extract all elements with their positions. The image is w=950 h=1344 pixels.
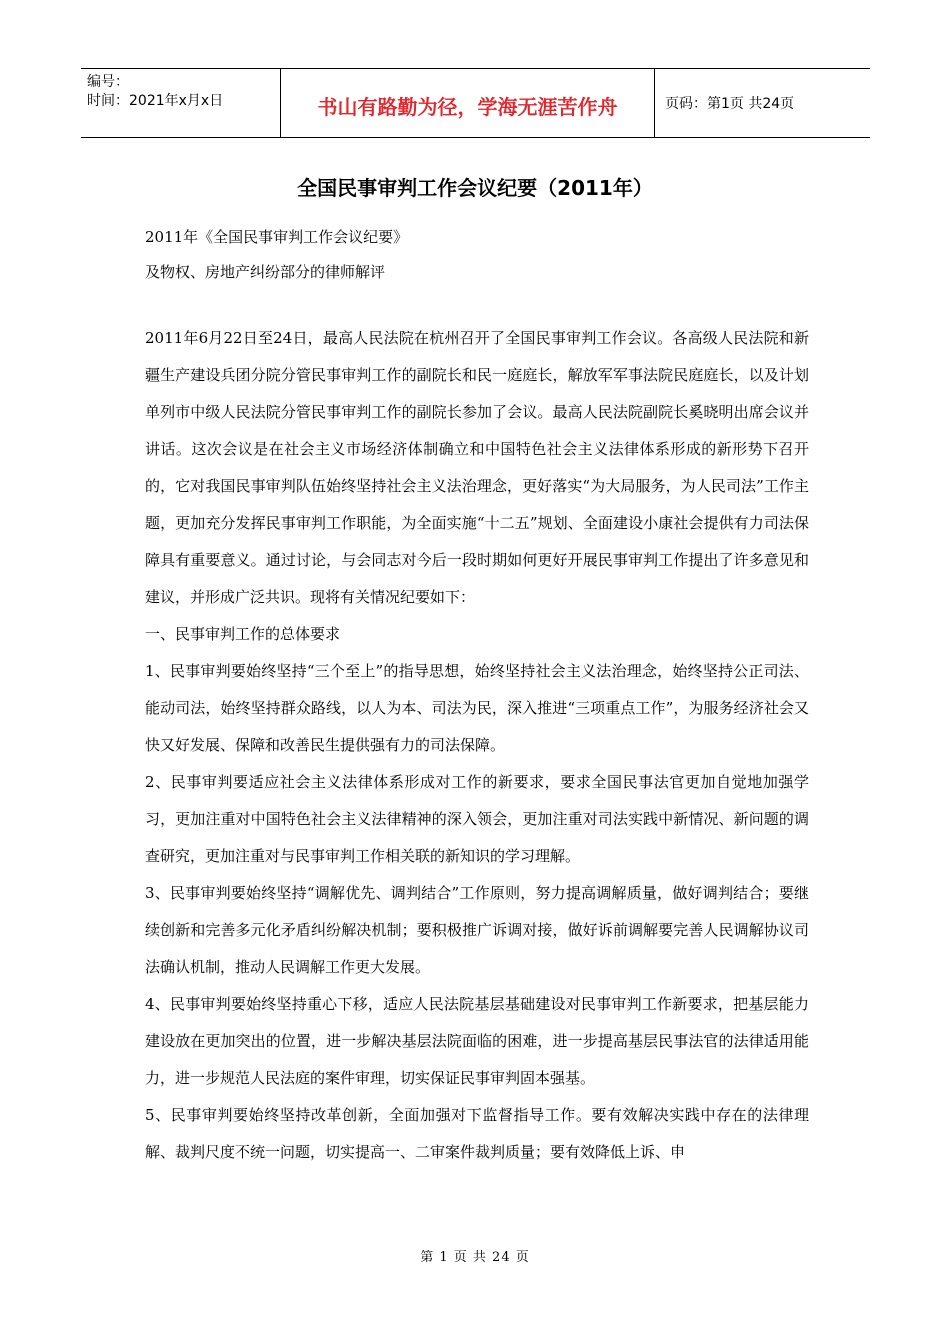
body-paragraph-item-4: 4、民事审判要始终坚持重心下移，适应人民法院基层基础建设对民事审判工作新要求，把基层能力建设放在更加突出的位置，进一步解决基层法院面临的困难，进一步提高基层民事法官的法律适用能力，进一步规范人民法庭的案件审理，切实保证民事审判固本强基。 [145,995,809,1087]
body-paragraph-item-1: 1、民事审判要始终坚持“三个至上”的指导思想，始终坚持社会主义法治理念，始终坚持公正司法、能动司法，始终坚持群众路线，以人为本、司法为民，深入推进“三项重点工作”，为服务经济社会又快又好发展、保障和改善民生提供强有力的司法保障。 [145,662,809,754]
body-paragraph-item-5: 5、民事审判要始终坚持改革创新，全面加强对下监督指导工作。要有效解决实践中存在的法律理解、裁判尺度不统一问题，切实提高一、二审案件裁判质量；要有效降低上诉、申 [145,1106,809,1161]
header-motto: 书山有路勤为径，学海无涯苦作舟 [281,69,655,137]
document-subtitle-1: 2011年《全国民事审判工作会议纪要》 [145,228,409,246]
body-paragraph-item-3: 3、民事审判要始终坚持“调解优先、调判结合”工作原则，努力提高调解质量，做好调判结合；要继续创新和完善多元化矛盾纠纷解决机制；要积极推广诉调对接，做好诉前调解要完善人民调解协议司法确认机制，推动人民调解工作更大发展。 [145,884,809,976]
document-body [145,320,809,1171]
document-header-table [81,68,870,138]
section-heading-1: 一、民事审判工作的总体要求 [145,625,341,643]
document-number-label: 编号： [87,74,129,90]
body-paragraph-intro: 2011年6月22日至24日，最高人民法院在杭州召开了全国民事审判工作会议。各高级人民法院和新疆生产建设兵团分院分管民事审判工作的副院长和民一庭庭长，解放军军事法院民庭庭长，以及计划单列市中级人民法院分管民事审判工作的副院长参加了会议。最高人民法院副院长奚晓明出席会议并讲话。这次会议是在社会主义市场经济体制确立和中国特色社会主义法律体系形成的新形势下召开的，它对我国民事审判队伍始终坚持社会主义法治理念，更好落实“为大局服务，为人民司法”工作主题，更加充分发挥民事审判工作职能，为全面实施“十二五”规划、全面建设小康社会提供有力司法保障具有重要意义。通过讨论，与会同志对今后一段时期如何更好开展民事审判工作提出了许多意见和建议，并形成广泛共识。现将有关情况纪要如下： [145,329,809,606]
document-subtitle-2: 及物权、房地产纠纷部分的律师解评 [145,263,386,281]
header-meta-cell [81,69,281,137]
document-title: 全国民事审判工作会议纪要（2011年） [297,176,653,200]
header-page-info: 页码：第1页 共24页 [665,96,795,112]
document-time-label: 时间：2021年x月x日 [87,93,224,109]
body-paragraph-item-2: 2、民事审判要适应社会主义法律体系形成对工作的新要求，要求全国民事法官更加自觉地加强学习，更加注重对中国特色社会主义法律精神的深入领会，更加注重对司法实践中新情况、新问题的调查研究，更加注重对与民事审判工作相关联的新知识的学习理解。 [145,773,809,865]
page-footer: 第 1 页 共 24 页 [420,1250,530,1265]
